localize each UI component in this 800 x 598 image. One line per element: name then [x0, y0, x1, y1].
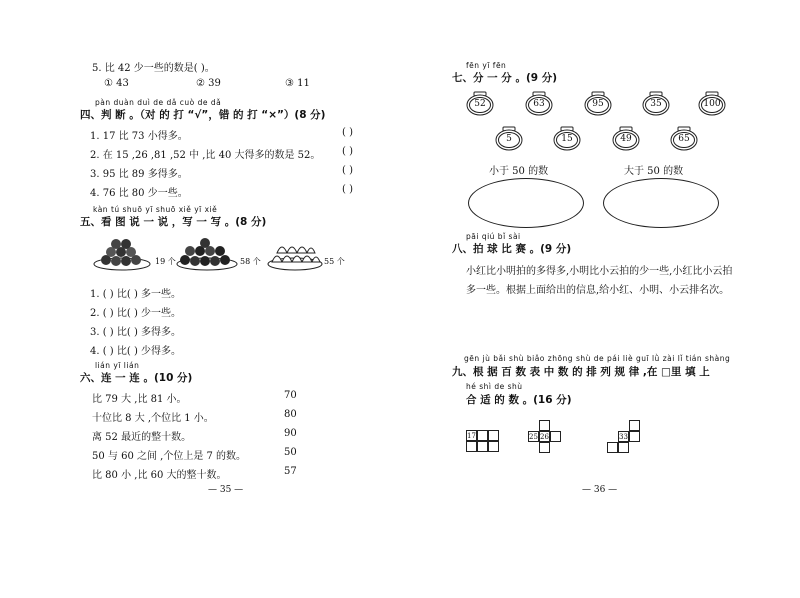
grid2-blank[interactable] [550, 431, 561, 442]
pot-number: 49 [620, 134, 632, 144]
oval-less-than-50[interactable] [468, 178, 584, 228]
sec9-title: 九、根 据 百 数 表 中 数 的 排 列 规 律 ,在 □里 填 上 [452, 366, 710, 378]
sec9-title-2: 合 适 的 数 。(16 分) [466, 394, 572, 406]
grid3-blank[interactable] [629, 431, 640, 442]
page-number-right: — 36 — [582, 485, 618, 495]
apple-plate-illustration [92, 236, 154, 272]
sec7-title: 七、分 一 分 。(9 分) [452, 72, 558, 84]
sec7-pinyin: fēn yī fēn [466, 61, 507, 70]
sec4-answer-1[interactable]: ( ) [342, 127, 353, 138]
sec6-right-3: 90 [284, 428, 297, 439]
sec9-pinyin-2: hé shì de shù [466, 382, 523, 391]
grid3-blank[interactable] [618, 442, 629, 453]
grid3-blank[interactable] [629, 420, 640, 431]
grid1-blank[interactable] [477, 430, 488, 441]
label-less-than-50: 小于 50 的数 [489, 166, 549, 177]
sec6-left-5: 比 80 小 ,比 60 大的整十数。 [92, 470, 227, 481]
apple-count: 19 个 [155, 257, 176, 266]
grid2-blank[interactable] [539, 442, 550, 453]
sec4-item-4: 4. 76 比 80 少一些。 [90, 188, 188, 199]
pot-number: 5 [506, 134, 512, 144]
grid1-cell-17: 17 [467, 432, 476, 440]
q5-option-2: ② 39 [196, 78, 221, 89]
pot-number: 63 [533, 99, 545, 109]
sec6-right-4: 50 [284, 447, 297, 458]
grid3-cell-33: 33 [619, 433, 628, 441]
label-greater-than-50: 大于 50 的数 [624, 166, 684, 177]
sec4-item-2: 2. 在 15 ,26 ,81 ,52 中 ,比 40 大得多的数是 52。 [90, 150, 321, 161]
sec8-line-1: 小红比小明拍的多得多,小明比小云拍的少一些,小红比小云拍 [466, 266, 733, 277]
sec4-pinyin: pàn duàn duì de dǎ cuò de dǎ [95, 98, 222, 107]
pear-plate-illustration [266, 238, 324, 272]
sec8-title: 八、拍 球 比 赛 。(9 分) [452, 243, 572, 255]
peach-count: 58 个 [240, 257, 261, 266]
grid1-blank[interactable] [477, 441, 488, 452]
sec4-answer-3[interactable]: ( ) [342, 165, 353, 176]
pot-number: 95 [592, 99, 604, 109]
sec4-answer-2[interactable]: ( ) [342, 146, 353, 157]
sec5-item-3: 3. ( ) 比( ) 多得多。 [90, 327, 182, 338]
sec6-right-1: 70 [284, 390, 297, 401]
grid2-blank[interactable] [539, 420, 550, 431]
sec5-pinyin: kàn tú shuō yī shuō xiě yī xiě [93, 205, 218, 214]
sec6-left-4: 50 与 60 之间 ,个位上是 7 的数。 [92, 451, 247, 462]
sec6-right-5: 57 [284, 466, 297, 477]
sec8-line-2: 多一些。根据上面给出的信息,给小红、小明、小云排名次。 [466, 285, 730, 296]
pot-number: 35 [650, 99, 662, 109]
sec5-item-2: 2. ( ) 比( ) 少一些。 [90, 308, 182, 319]
sec6-title: 六、连 一 连 。(10 分) [80, 372, 193, 384]
sec8-pinyin: pāi qiú bǐ sài [466, 232, 521, 241]
pot-number: 100 [703, 99, 721, 109]
pear-count: 55 个 [324, 257, 345, 266]
grid1-blank[interactable] [466, 441, 477, 452]
sec4-item-3: 3. 95 比 89 多得多。 [90, 169, 188, 180]
sec6-left-2: 十位比 8 大 ,个位比 1 小。 [92, 413, 214, 424]
q5-text: 5. 比 42 少一些的数是( )。 [92, 63, 215, 74]
sec5-item-4: 4. ( ) 比( ) 少得多。 [90, 346, 182, 357]
grid3-blank[interactable] [607, 442, 618, 453]
sec4-item-1: 1. 17 比 73 小得多。 [90, 131, 188, 142]
grid1-blank[interactable] [488, 441, 499, 452]
sec4-answer-4[interactable]: ( ) [342, 184, 353, 195]
sec6-left-3: 离 52 最近的整十数。 [92, 432, 192, 443]
q5-option-1: ① 43 [104, 78, 129, 89]
sec9-pinyin: gēn jù bǎi shù biǎo zhōng shù de pái liè guī lǜ zài lǐ tián shàng [464, 354, 731, 363]
grid1-blank[interactable] [488, 430, 499, 441]
sec5-item-1: 1. ( ) 比( ) 多一些。 [90, 289, 182, 300]
pot-number: 65 [678, 134, 690, 144]
sec5-title: 五、看 图 说 一 说 ，写 一 写 。(8 分) [80, 216, 267, 228]
sec6-pinyin: lián yī lián [95, 361, 140, 370]
grid2-cell-25: 25 [529, 433, 538, 441]
page-number-left: — 35 — [208, 485, 244, 495]
oval-greater-than-50[interactable] [603, 178, 719, 228]
sec6-left-1: 比 79 大 ,比 81 小。 [92, 394, 187, 405]
q5-option-3: ③ 11 [285, 78, 310, 89]
grid2-cell-26: 26 [540, 433, 549, 441]
pot-number: 15 [561, 134, 573, 144]
sec6-right-2: 80 [284, 409, 297, 420]
pot-number: 52 [474, 99, 486, 109]
peach-plate-illustration [175, 236, 239, 272]
sec4-title: 四、判 断 。（对 的 打 “√”，错 的 打 “×”）(8 分) [80, 109, 326, 121]
